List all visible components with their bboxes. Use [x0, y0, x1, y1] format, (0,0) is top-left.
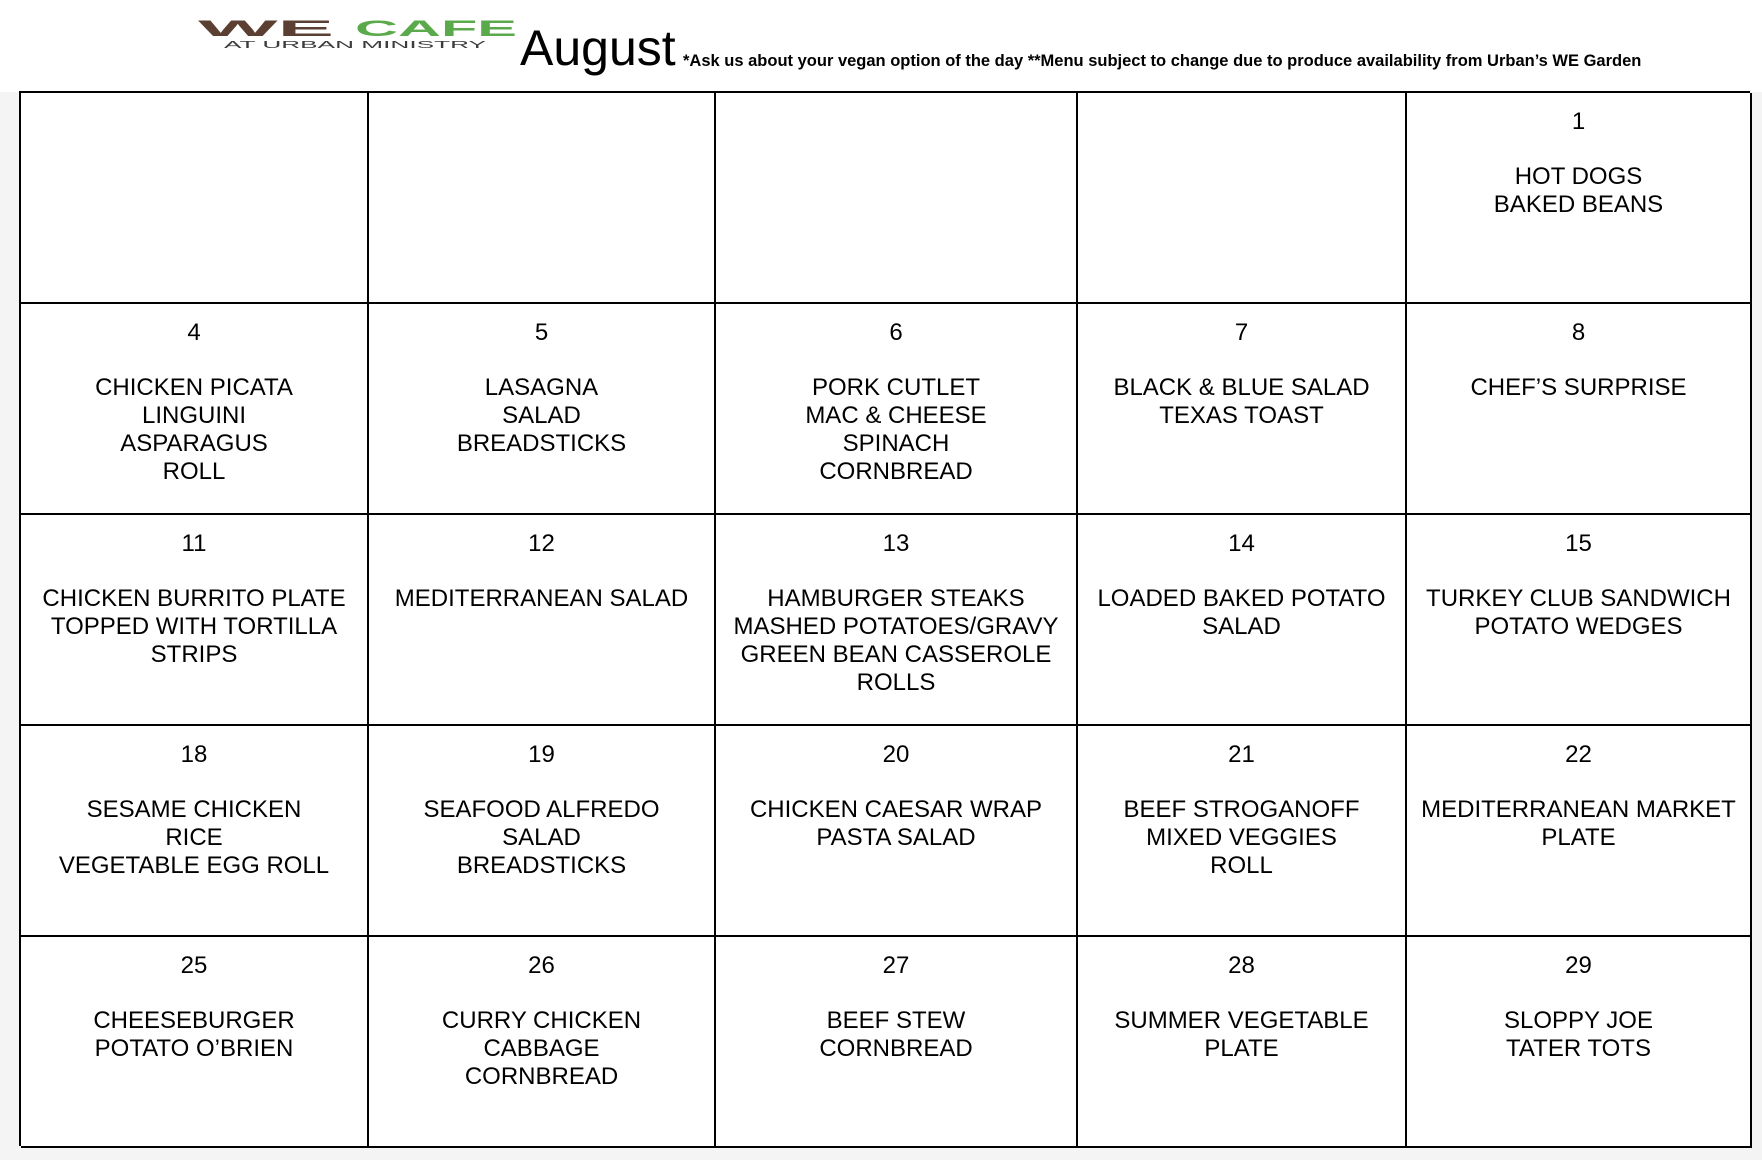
menu-item: SALAD	[502, 402, 581, 429]
logo-cafe-text: CAFE	[355, 20, 517, 41]
menu-items	[1407, 163, 1750, 219]
menu-item: LOADED BAKED POTATO	[1097, 585, 1386, 612]
menu-item: MIXED VEGGIES	[1146, 824, 1337, 851]
menu-items	[716, 796, 1076, 852]
calendar-day-cell	[21, 726, 369, 937]
calendar-day-cell	[1407, 937, 1752, 1148]
menu-item: VEGETABLE EGG ROLL	[58, 852, 330, 879]
calendar-day-cell	[1078, 937, 1407, 1148]
menu-item: CORNBREAD	[819, 458, 973, 485]
day-number: 22	[1565, 741, 1592, 768]
logo-subtitle: AT URBAN MINISTRY	[224, 40, 487, 50]
day-number: 11	[181, 530, 207, 557]
menu-item: STRIPS	[150, 641, 238, 668]
menu-item: LINGUINI	[141, 402, 246, 429]
header	[0, 0, 1762, 92]
calendar-day-cell	[1407, 515, 1752, 726]
menu-item: HOT DOGS	[1514, 163, 1643, 190]
menu-items	[369, 585, 714, 613]
logo-graphic	[198, 20, 520, 50]
menu-item: SALAD	[1202, 613, 1281, 640]
day-number: 18	[180, 741, 208, 768]
day-number: 29	[1565, 952, 1592, 979]
menu-items	[1407, 796, 1750, 852]
menu-item: BEEF STEW	[826, 1007, 966, 1034]
menu-items	[1078, 1007, 1405, 1063]
menu-item: POTATO WEDGES	[1474, 613, 1683, 640]
day-number: 6	[889, 319, 903, 346]
menu-items	[1078, 585, 1405, 641]
menu-item: CABBAGE	[483, 1035, 600, 1062]
calendar-day-cell	[716, 93, 1078, 304]
menu-items	[716, 585, 1076, 697]
menu-item: SPINACH	[842, 430, 950, 457]
menu-item: LASAGNA	[484, 374, 599, 401]
day-number: 14	[1228, 530, 1255, 557]
calendar-day-cell	[1078, 515, 1407, 726]
menu-item: SLOPPY JOE	[1504, 1007, 1653, 1034]
menu-items	[716, 374, 1076, 486]
calendar-day-cell	[716, 304, 1078, 515]
menu-item: ROLLS	[856, 669, 936, 696]
menu-item: ROLL	[162, 458, 226, 485]
calendar-day-cell	[369, 937, 716, 1148]
menu-item: SUMMER VEGETABLE	[1114, 1007, 1369, 1034]
day-number: 8	[1571, 319, 1586, 346]
day-number: 4	[187, 319, 201, 346]
calendar-day-cell	[369, 726, 716, 937]
calendar-day-cell	[21, 937, 369, 1148]
day-number: 20	[882, 741, 910, 768]
day-number: 28	[1228, 952, 1255, 979]
menu-items	[369, 796, 714, 880]
day-number: 21	[1228, 741, 1255, 768]
menu-item: BREADSTICKS	[456, 430, 627, 457]
menu-item: CORNBREAD	[819, 1035, 973, 1062]
calendar-day-cell	[1078, 93, 1407, 304]
logo-we-text: WE	[198, 20, 334, 41]
day-number	[369, 108, 714, 136]
menu-item: SALAD	[502, 824, 581, 851]
we-cafe-logo	[198, 20, 520, 50]
menu-items	[21, 585, 367, 669]
month-title: August	[520, 20, 676, 76]
calendar-day-cell	[716, 726, 1078, 937]
calendar-day-cell	[1407, 304, 1752, 515]
menu-item: TEXAS TOAST	[1159, 402, 1324, 429]
calendar-day-cell	[1407, 93, 1752, 304]
menu-item: TOPPED WITH TORTILLA	[50, 613, 338, 640]
menu-item: PORK CUTLET	[811, 374, 981, 401]
calendar-day-cell	[716, 515, 1078, 726]
menu-item: GREEN BEAN CASSEROLE	[740, 641, 1052, 668]
menu-items	[21, 1007, 367, 1063]
menu-item: CORNBREAD	[464, 1063, 619, 1090]
menu-item: BEEF STROGANOFF	[1123, 796, 1360, 823]
calendar-day-cell	[369, 304, 716, 515]
menu-item: MEDITERRANEAN MARKET	[1421, 796, 1736, 823]
calendar-day-cell	[716, 937, 1078, 1148]
menu-item: SEAFOOD ALFREDO	[423, 796, 660, 823]
menu-items	[1407, 374, 1750, 402]
menu-items	[716, 1007, 1076, 1063]
calendar-day-cell	[1407, 726, 1752, 937]
menu-item: SESAME CHICKEN	[86, 796, 302, 823]
menu-items	[1407, 1007, 1750, 1063]
day-number	[1078, 108, 1405, 136]
menu-item: HAMBURGER STEAKS	[767, 585, 1025, 612]
calendar-day-cell	[21, 304, 369, 515]
calendar-day-cell	[1078, 304, 1407, 515]
menu-calendar-grid	[19, 91, 1750, 1146]
menu-item: CHEESEBURGER	[93, 1007, 295, 1034]
menu-item: PASTA SALAD	[816, 824, 976, 851]
calendar-day-cell	[1078, 726, 1407, 937]
menu-item: TATER TOTS	[1506, 1035, 1651, 1062]
day-number: 26	[528, 952, 555, 979]
day-number: 27	[882, 952, 910, 979]
day-number	[716, 108, 1076, 136]
menu-item: MAC & CHEESE	[805, 402, 987, 429]
menu-item: BAKED BEANS	[1493, 191, 1664, 218]
menu-item: CURRY CHICKEN	[441, 1007, 642, 1034]
menu-item: TURKEY CLUB SANDWICH	[1426, 585, 1731, 612]
day-number: 12	[528, 530, 555, 557]
day-number	[21, 108, 367, 136]
day-number: 5	[534, 319, 549, 346]
menu-note: *Ask us about your vegan option of the day **Menu subject to change due to produce availability from Urban’s WE Garden	[683, 52, 1642, 70]
day-number: 7	[1234, 319, 1249, 346]
menu-items	[1078, 796, 1405, 880]
menu-item: BLACK & BLUE SALAD	[1113, 374, 1370, 401]
day-number: 25	[180, 952, 208, 979]
menu-item: POTATO O’BRIEN	[94, 1035, 294, 1062]
menu-item: CHICKEN BURRITO PLATE	[42, 585, 346, 612]
menu-item: ROLL	[1210, 852, 1273, 879]
menu-items	[369, 1007, 714, 1091]
menu-items	[1407, 585, 1750, 641]
day-number: 19	[528, 741, 555, 768]
menu-items	[1078, 374, 1405, 430]
calendar-day-cell	[369, 93, 716, 304]
menu-item: CHICKEN PICATA	[95, 374, 293, 401]
menu-items	[21, 796, 367, 880]
menu-item: CHEF’S SURPRISE	[1470, 374, 1687, 401]
menu-item: CHICKEN CAESAR WRAP	[749, 796, 1043, 823]
day-number: 15	[1565, 530, 1592, 557]
menu-items	[369, 374, 714, 458]
day-number: 13	[882, 530, 910, 557]
menu-item: MEDITERRANEAN SALAD	[394, 585, 689, 612]
menu-items	[21, 374, 367, 486]
menu-item: BREADSTICKS	[456, 852, 627, 879]
menu-item: RICE	[165, 824, 223, 851]
menu-item: PLATE	[1541, 824, 1616, 851]
menu-item: MASHED POTATOES/GRAVY	[733, 613, 1059, 640]
calendar-day-cell	[21, 93, 369, 304]
menu-item: PLATE	[1204, 1035, 1279, 1062]
calendar-day-cell	[369, 515, 716, 726]
menu-item: ASPARAGUS	[120, 430, 268, 457]
day-number: 1	[1571, 108, 1586, 135]
calendar-day-cell	[21, 515, 369, 726]
